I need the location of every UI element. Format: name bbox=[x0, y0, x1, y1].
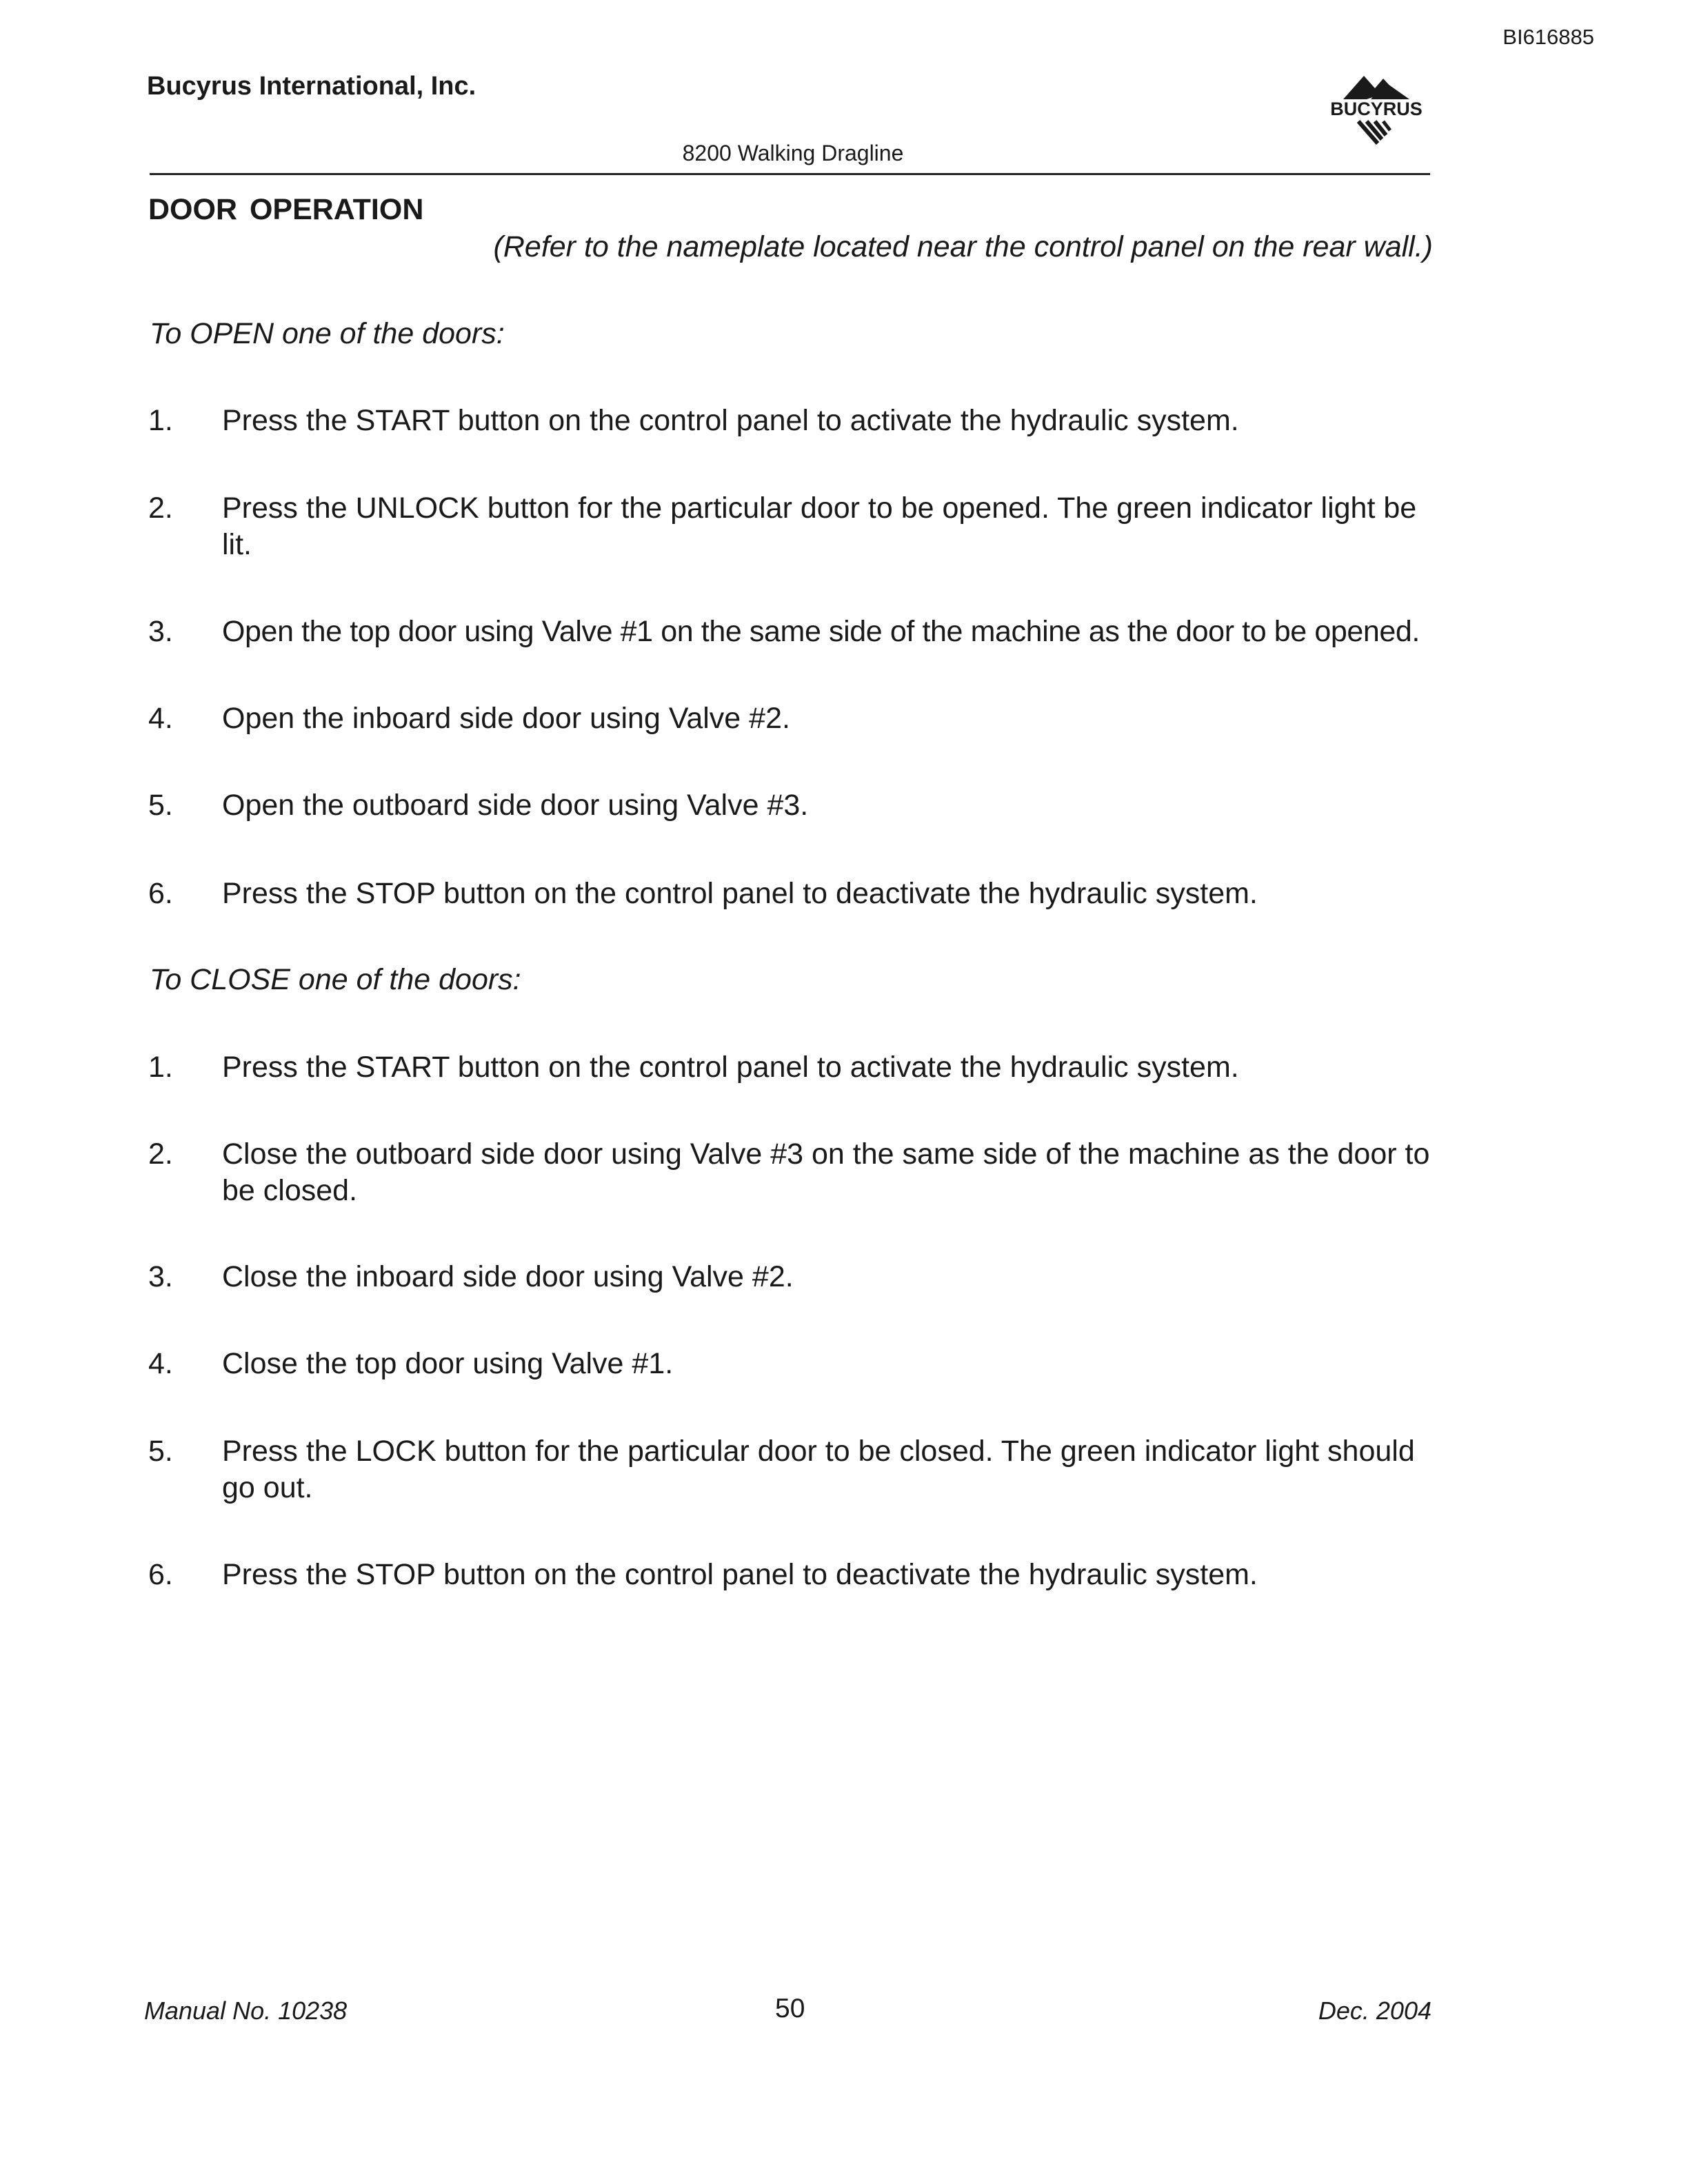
step-number: 1. bbox=[148, 1051, 173, 1084]
step-text: Press the START button on the control panel to activate the hydraulic system. bbox=[222, 1051, 1239, 1084]
page-number: 50 bbox=[775, 1994, 805, 2023]
step-number: 6. bbox=[148, 877, 173, 910]
section-title: DOOR OPERATION bbox=[148, 193, 424, 226]
manual-number: Manual No. 10238 bbox=[144, 1996, 348, 2025]
step-text: Press the STOP button on the control panel to deactivate the hydraulic system. bbox=[222, 877, 1258, 910]
step-number: 4. bbox=[148, 702, 173, 735]
step-number: 1. bbox=[148, 404, 173, 437]
step-number: 3. bbox=[148, 1260, 173, 1293]
step-number: 5. bbox=[148, 789, 173, 822]
document-subtitle: 8200 Walking Dragline bbox=[682, 141, 904, 165]
step-number: 2. bbox=[148, 1138, 173, 1171]
document-id: BI616885 bbox=[1503, 25, 1594, 49]
step-number: 5. bbox=[148, 1435, 173, 1468]
step-text: Close the top door using Valve #1. bbox=[222, 1347, 674, 1380]
bucyrus-logo-icon bbox=[1317, 72, 1436, 149]
step-text: Close the inboard side door using Valve #2. bbox=[222, 1260, 794, 1293]
step-number: 2. bbox=[148, 492, 173, 525]
step-number: 6. bbox=[148, 1558, 173, 1591]
header-divider bbox=[150, 173, 1430, 175]
step-number: 4. bbox=[148, 1347, 173, 1380]
step-text: Press the STOP button on the control panel to deactivate the hydraulic system. bbox=[222, 1558, 1258, 1591]
open-procedure-label: To OPEN one of the doors: bbox=[150, 317, 505, 350]
step-text: Press the LOCK button for the particular door to be closed. The green indicator light should go out. bbox=[222, 1435, 1415, 1504]
publication-date: Dec. 2004 bbox=[1318, 1996, 1431, 2025]
company-name: Bucyrus International, Inc. bbox=[147, 72, 476, 101]
step-number: 3. bbox=[148, 615, 173, 648]
step-text: Open the inboard side door using Valve #2. bbox=[222, 702, 790, 735]
step-text: Press the UNLOCK button for the particular door to be opened. The green indicator light be lit. bbox=[222, 492, 1417, 561]
close-procedure-label: To CLOSE one of the doors: bbox=[150, 963, 521, 996]
logo-wordmark: BUCYRUS bbox=[1330, 99, 1423, 119]
step-text: Press the START button on the control panel to activate the hydraulic system. bbox=[222, 404, 1239, 437]
step-text: Open the top door using Valve #1 on the same side of the machine as the door to be opened. bbox=[222, 615, 1420, 648]
reference-note: (Refer to the nameplate located near the control panel on the rear wall.) bbox=[493, 230, 1433, 263]
bucyrus-logo bbox=[1317, 72, 1436, 149]
step-text: Open the outboard side door using Valve #3. bbox=[222, 789, 809, 822]
step-text: Close the outboard side door using Valve #3 on the same side of the machine as the door to be closed. bbox=[222, 1138, 1430, 1207]
